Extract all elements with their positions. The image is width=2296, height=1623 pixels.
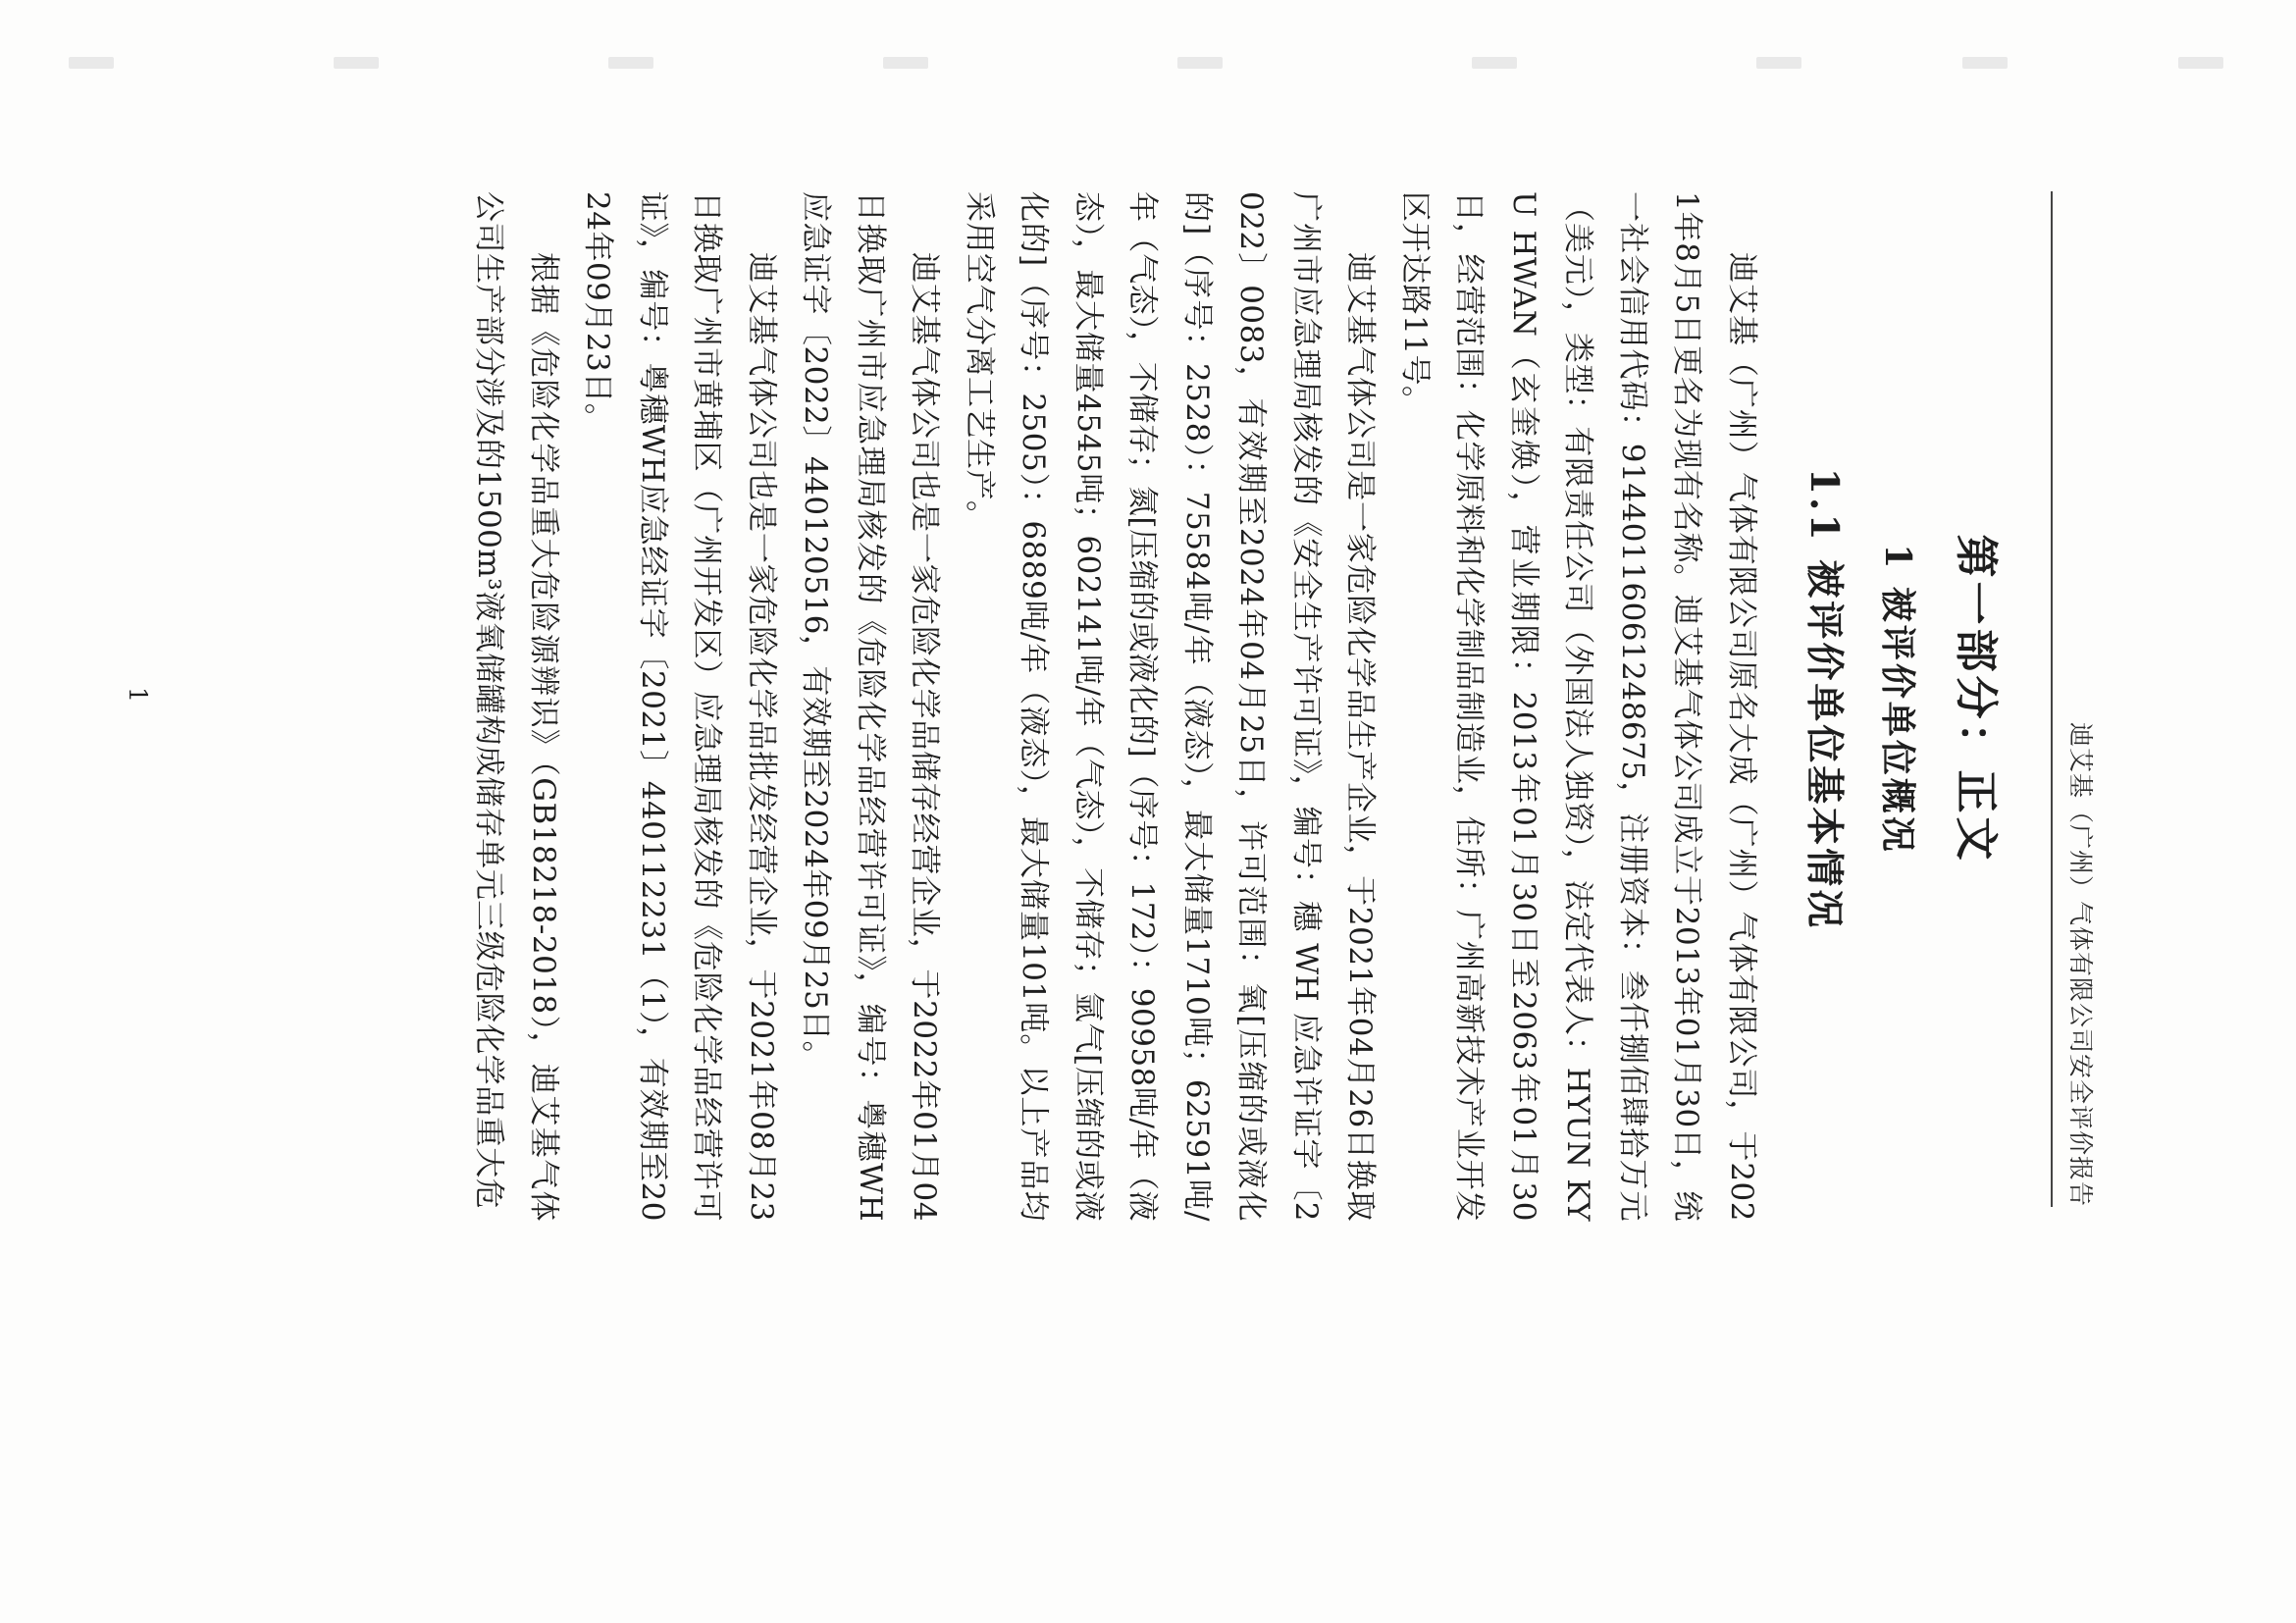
paragraph-major-hazard: 根据《危险化学品重大危险源辨识》（GB18218-2018），迪艾基气体公司生产部分涉及的1500m³液氧储罐构成储存单元三级危险化学品重大危 xyxy=(471,191,561,1222)
rotated-document-page xyxy=(124,59,2100,1384)
part-title: 第一部分：正文 xyxy=(1951,534,2001,864)
page-number: 1 xyxy=(124,687,152,703)
paragraph-production-license: 迪艾基气体公司是一家危险化学品生产企业，于2021年04月26日换取广州市应急理局核发的《安全生产许可证》，编号：穗 WH 应急许证字〔2022〕0083，有效期至2024年04月25日，许可范围：氧[压缩的或液化的]（序号：2528）：75584吨/年（液态），最大储量1710吨；62591吨/年（气态），不储存；氮[压缩的或液化的]（序号：172）：90958吨/年（液态），最大储量4545吨；602141吨/年（气态），不储存；氩气[压缩的或液化的]（序号：2505）：6889吨/年（液态），最大储量101吨。以上产品均采用空气分离工艺生产。 xyxy=(962,191,1379,1222)
paragraph-wholesale-license: 迪艾基气体公司也是一家危险化学品批发经营企业，于2021年08月23日换取广州市黄埔区（广州开发区）应急理局核发的《危险化学品经营许可证》，编号：粤穗WH应急经证字〔2021〕440112231（1），有效期至2024年09月23日。 xyxy=(580,191,779,1222)
body-text xyxy=(461,191,1768,1222)
paragraph-storage-license: 迪艾基气体公司也是一家危险化学品储存经营企业，于2022年01月04日换取广州市应急理局核发的《危险化学品经营许可证》，编号：粤穗WH应急证字〔2022〕440120516，有效期至2024年09月25日。 xyxy=(798,191,943,1222)
running-header: 迪艾基（广州）气体有限公司安全评价报告 xyxy=(2051,191,2100,1207)
paragraph-company-info: 迪艾基（广州）气体有限公司原名大成（广州）气体有限公司，于2021年8月5日更名为现有名称。迪艾基气体公司成立于2013年01月30日，统一社会信用代码：91440116061248675，注册资本：叁仟捌佰肆拾万元（美元），类型：有限责任公司（外国法人独资），法定代表人：HYUN KYU HWAN（玄奎焕），营业期限：2013年01月30日至2063年01月30日，经营范围：化学原料和化学制品制造业，住所：广州高新技术产业开发区开达路11号。 xyxy=(1397,191,1759,1222)
section-heading: 1 被评价单位概况 xyxy=(1877,544,1918,855)
subsection-heading: 1.1 被评价单位基本情况 xyxy=(1801,467,1847,931)
